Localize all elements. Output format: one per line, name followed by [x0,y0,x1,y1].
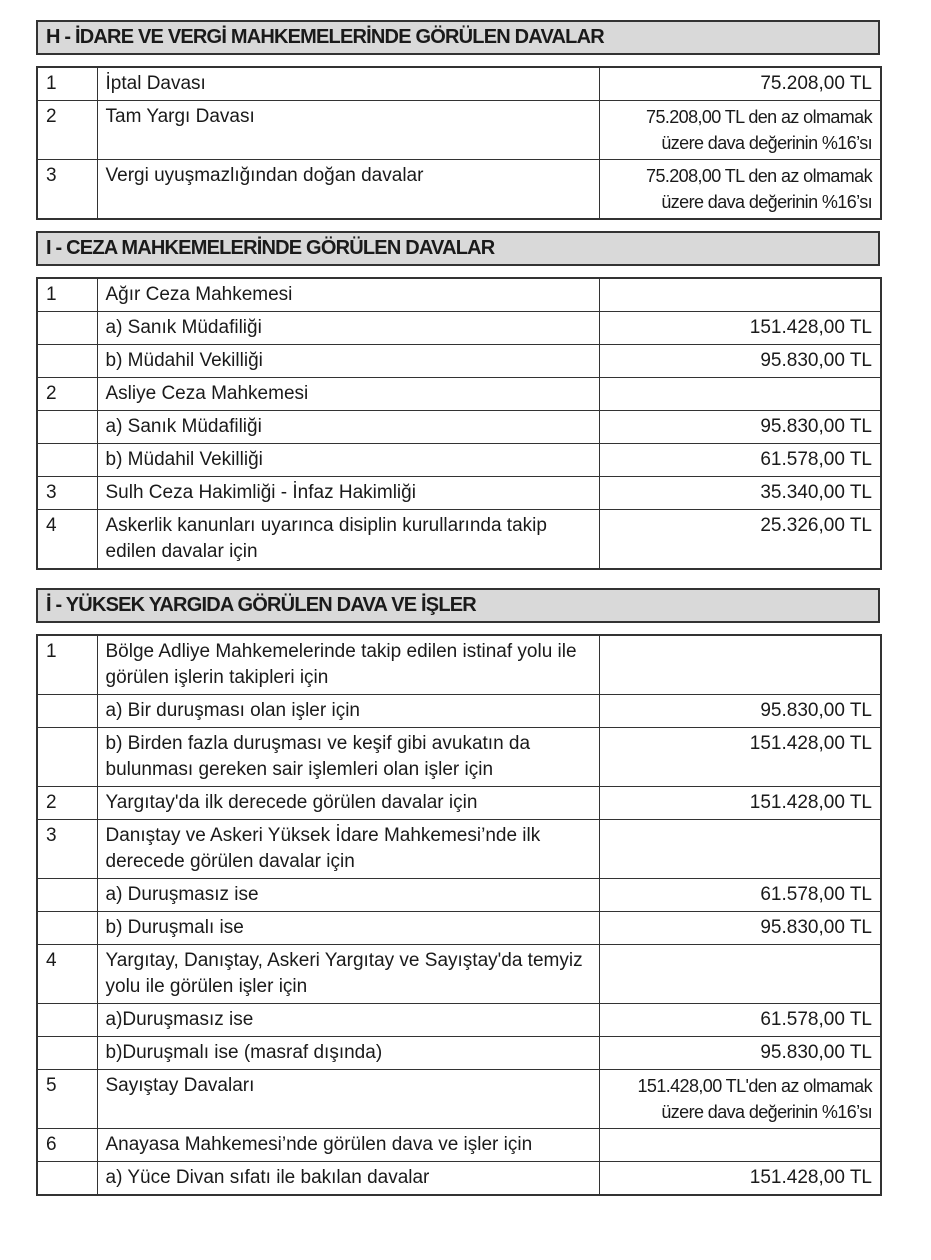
row-description: a) Yüce Divan sıfatı ile bakılan davalar [97,1162,599,1196]
row-amount: 95.830,00 TL [599,1037,881,1070]
row-amount: 95.830,00 TL [599,695,881,728]
row-description: a) Bir duruşması olan işler için [97,695,599,728]
row-amount: 75.208,00 TL den az olmamak üzere dava değerinin %16’sı [599,160,881,220]
row-amount: 151.428,00 TL [599,787,881,820]
row-description: b)Duruşmalı ise (masraf dışında) [97,1037,599,1070]
row-number [37,1162,97,1196]
row-number: 6 [37,1129,97,1162]
section-h-title: H - İDARE VE VERGİ MAHKEMELERİNDE GÖRÜLEN DAVALAR [36,20,880,55]
row-amount: 61.578,00 TL [599,879,881,912]
table-row [37,67,881,101]
row-description: a) Duruşmasız ise [97,879,599,912]
table-row [37,444,881,477]
row-description: a) Sanık Müdafiliği [97,411,599,444]
row-number [37,411,97,444]
row-description: b) Müdahil Vekilliği [97,444,599,477]
row-number: 2 [37,101,97,160]
row-number [37,312,97,345]
row-description: Vergi uyuşmazlığından doğan davalar [97,160,599,220]
table-row [37,510,881,570]
row-description: Tam Yargı Davası [97,101,599,160]
row-description: Yargıtay, Danıştay, Askeri Yargıtay ve Sayıştay'da temyiz yolu ile görülen işler için [97,945,599,1004]
row-number [37,1037,97,1070]
section-idot-table [36,634,882,1196]
table-row [37,1004,881,1037]
row-number: 1 [37,635,97,695]
row-description: Asliye Ceza Mahkemesi [97,378,599,411]
table-row [37,1162,881,1196]
row-amount: 61.578,00 TL [599,1004,881,1037]
row-amount: 151.428,00 TL [599,1162,881,1196]
table-row [37,378,881,411]
row-amount [599,635,881,695]
row-number [37,444,97,477]
row-number: 1 [37,67,97,101]
row-number: 2 [37,378,97,411]
row-number: 2 [37,787,97,820]
row-number [37,695,97,728]
row-number: 4 [37,510,97,570]
row-amount: 151.428,00 TL'den az olmamak üzere dava değerinin %16’sı [599,1070,881,1129]
row-description: a)Duruşmasız ise [97,1004,599,1037]
row-number: 4 [37,945,97,1004]
row-amount: 25.326,00 TL [599,510,881,570]
table-row [37,635,881,695]
table-row [37,345,881,378]
table-row [37,411,881,444]
table-row [37,1129,881,1162]
row-amount [599,945,881,1004]
table-row [37,101,881,160]
row-amount [599,378,881,411]
row-amount [599,1129,881,1162]
row-description: Bölge Adliye Mahkemelerinde takip edilen istinaf yolu ile görülen işlerin takipleri için [97,635,599,695]
row-amount: 95.830,00 TL [599,345,881,378]
row-description: İptal Davası [97,67,599,101]
table-row [37,728,881,787]
row-amount [599,820,881,879]
row-number: 3 [37,477,97,510]
row-amount: 151.428,00 TL [599,728,881,787]
row-number: 1 [37,278,97,312]
table-row [37,477,881,510]
table-row [37,1070,881,1129]
row-description: Askerlik kanunları uyarınca disiplin kurullarında takip edilen davalar için [97,510,599,570]
row-amount: 75.208,00 TL den az olmamak üzere dava değerinin %16’sı [599,101,881,160]
row-description: Sulh Ceza Hakimliği - İnfaz Hakimliği [97,477,599,510]
table-row [37,820,881,879]
table-row [37,879,881,912]
row-amount [599,278,881,312]
row-number [37,912,97,945]
row-description: b) Müdahil Vekilliği [97,345,599,378]
row-number: 3 [37,160,97,220]
row-description: Ağır Ceza Mahkemesi [97,278,599,312]
table-row [37,160,881,220]
table-row [37,787,881,820]
row-number: 3 [37,820,97,879]
row-amount: 61.578,00 TL [599,444,881,477]
row-amount: 95.830,00 TL [599,912,881,945]
row-number [37,1004,97,1037]
table-row [37,912,881,945]
table-row [37,695,881,728]
row-description: b) Birden fazla duruşması ve keşif gibi avukatın da bulunması gereken sair işlemleri olan işler için [97,728,599,787]
table-row [37,278,881,312]
row-description: Sayıştay Davaları [97,1070,599,1129]
row-description: b) Duruşmalı ise [97,912,599,945]
section-h-table [36,66,882,220]
row-number [37,728,97,787]
table-row [37,312,881,345]
section-i-title: I - CEZA MAHKEMELERİNDE GÖRÜLEN DAVALAR [36,231,880,266]
row-description: Anayasa Mahkemesi’nde görülen dava ve işler için [97,1129,599,1162]
row-number: 5 [37,1070,97,1129]
row-amount: 75.208,00 TL [599,67,881,101]
section-i-table [36,277,882,570]
row-number [37,345,97,378]
fee-schedule-page [36,20,880,1196]
table-row [37,1037,881,1070]
row-amount: 151.428,00 TL [599,312,881,345]
table-row [37,945,881,1004]
row-amount: 35.340,00 TL [599,477,881,510]
row-number [37,879,97,912]
row-description: Danıştay ve Askeri Yüksek İdare Mahkemesi’nde ilk derecede görülen davalar için [97,820,599,879]
row-amount: 95.830,00 TL [599,411,881,444]
section-idot-title: İ - YÜKSEK YARGIDA GÖRÜLEN DAVA VE İŞLER [36,588,880,623]
row-description: Yargıtay'da ilk derecede görülen davalar için [97,787,599,820]
row-description: a) Sanık Müdafiliği [97,312,599,345]
